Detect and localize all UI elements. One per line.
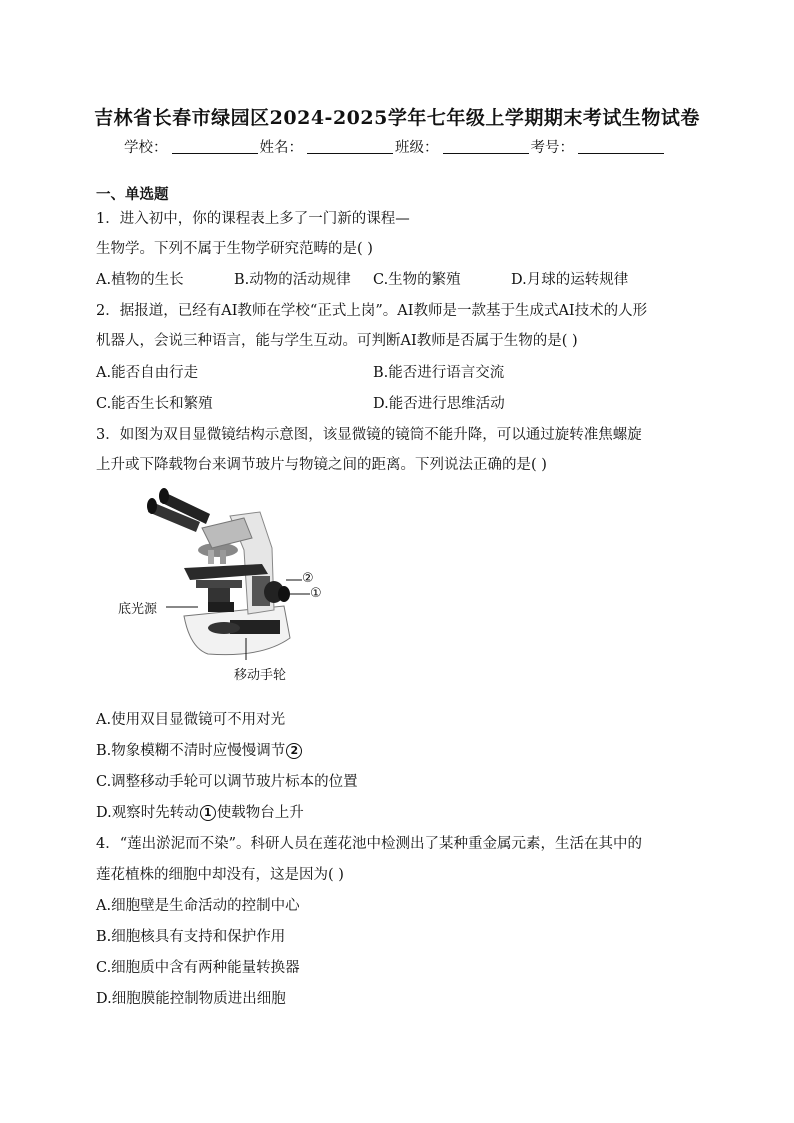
q2-option-a[interactable]: A.能否自由行走 xyxy=(96,365,199,381)
school-label: 学校： xyxy=(124,140,168,156)
q1-option-b[interactable]: B.动物的活动规律 xyxy=(234,272,351,288)
q3-option-d-circled-number: 1 xyxy=(200,805,216,821)
figure-label-moving-wheel: 移动手轮 xyxy=(234,668,287,683)
q2-stem-line1: 2．据报道，已经有AI教师在学校“正式上岗”。AI教师是一款基于生成式AI技术的人形 xyxy=(96,303,648,319)
q1-option-a[interactable]: A.植物的生长 xyxy=(96,272,184,288)
class-blank[interactable] xyxy=(443,139,529,154)
q4-option-b[interactable]: B.细胞核具有支持和保护作用 xyxy=(96,929,286,945)
microscope-illustration xyxy=(112,488,342,688)
q3-option-d-text-post: 使载物台上升 xyxy=(216,805,304,821)
q1-option-c[interactable]: C.生物的繁殖 xyxy=(373,272,461,288)
student-info-row xyxy=(124,136,666,157)
q1-option-d[interactable]: D.月球的运转规律 xyxy=(511,272,629,288)
q3-option-b-text: B.物象模糊不清时应慢慢调节 xyxy=(96,743,286,759)
q3-stem-line2: 上升或下降载物台来调节玻片与物镜之间的距离。下列说法正确的是( ) xyxy=(96,457,547,473)
q1-stem-line1: 1．进入初中，你的课程表上多了一门新的课程— xyxy=(96,211,410,227)
class-label: 班级： xyxy=(395,140,439,156)
q3-option-d-text-pre: D.观察时先转动 xyxy=(96,805,199,821)
q3-option-d[interactable] xyxy=(96,801,304,822)
q4-option-c[interactable]: C.细胞质中含有两种能量转换器 xyxy=(96,960,300,976)
name-blank[interactable] xyxy=(307,139,393,154)
section-title-single-choice: 一、单选题 xyxy=(96,187,169,203)
q3-option-b[interactable] xyxy=(96,739,303,760)
q3-option-b-circled-number: 2 xyxy=(286,743,302,759)
figure-label-2: ② xyxy=(302,571,314,586)
q4-stem-line1: 4．“莲出淤泥而不染”。科研人员在莲花池中检测出了某种重金属元素，生活在其中的 xyxy=(96,836,643,852)
q2-stem-line2: 机器人，会说三种语言，能与学生互动。可判断AI教师是否属于生物的是( ) xyxy=(96,333,578,349)
microscope-figure xyxy=(112,488,342,688)
q2-option-c[interactable]: C.能否生长和繁殖 xyxy=(96,396,213,412)
q3-stem-line1: 3．如图为双目显微镜结构示意图，该显微镜的镜筒不能升降，可以通过旋转准焦螺旋 xyxy=(96,427,642,443)
q3-option-a[interactable]: A.使用双目显微镜可不用对光 xyxy=(96,712,286,728)
q4-option-a[interactable]: A.细胞壁是生命活动的控制中心 xyxy=(96,898,300,914)
q2-option-d[interactable]: D.能否进行思维活动 xyxy=(373,396,505,412)
q4-option-d[interactable]: D.细胞膜能控制物质进出细胞 xyxy=(96,991,286,1007)
exam-title: 吉林省长春市绿园区2024-2025学年七年级上学期期末考试生物试卷 xyxy=(94,107,700,129)
number-label: 考号： xyxy=(530,140,574,156)
number-blank[interactable] xyxy=(578,139,664,154)
q2-option-b[interactable]: B.能否进行语言交流 xyxy=(373,365,505,381)
q1-stem-line2: 生物学。下列不属于生物学研究范畴的是( ) xyxy=(96,241,373,257)
figure-label-light-source: 底光源 xyxy=(118,602,158,617)
q3-option-c[interactable]: C.调整移动手轮可以调节玻片标本的位置 xyxy=(96,774,358,790)
name-label: 姓名： xyxy=(259,140,303,156)
figure-label-1: ① xyxy=(310,586,322,601)
q4-stem-line2: 莲花植株的细胞中却没有，这是因为( ) xyxy=(96,867,344,883)
school-blank[interactable] xyxy=(172,139,258,154)
